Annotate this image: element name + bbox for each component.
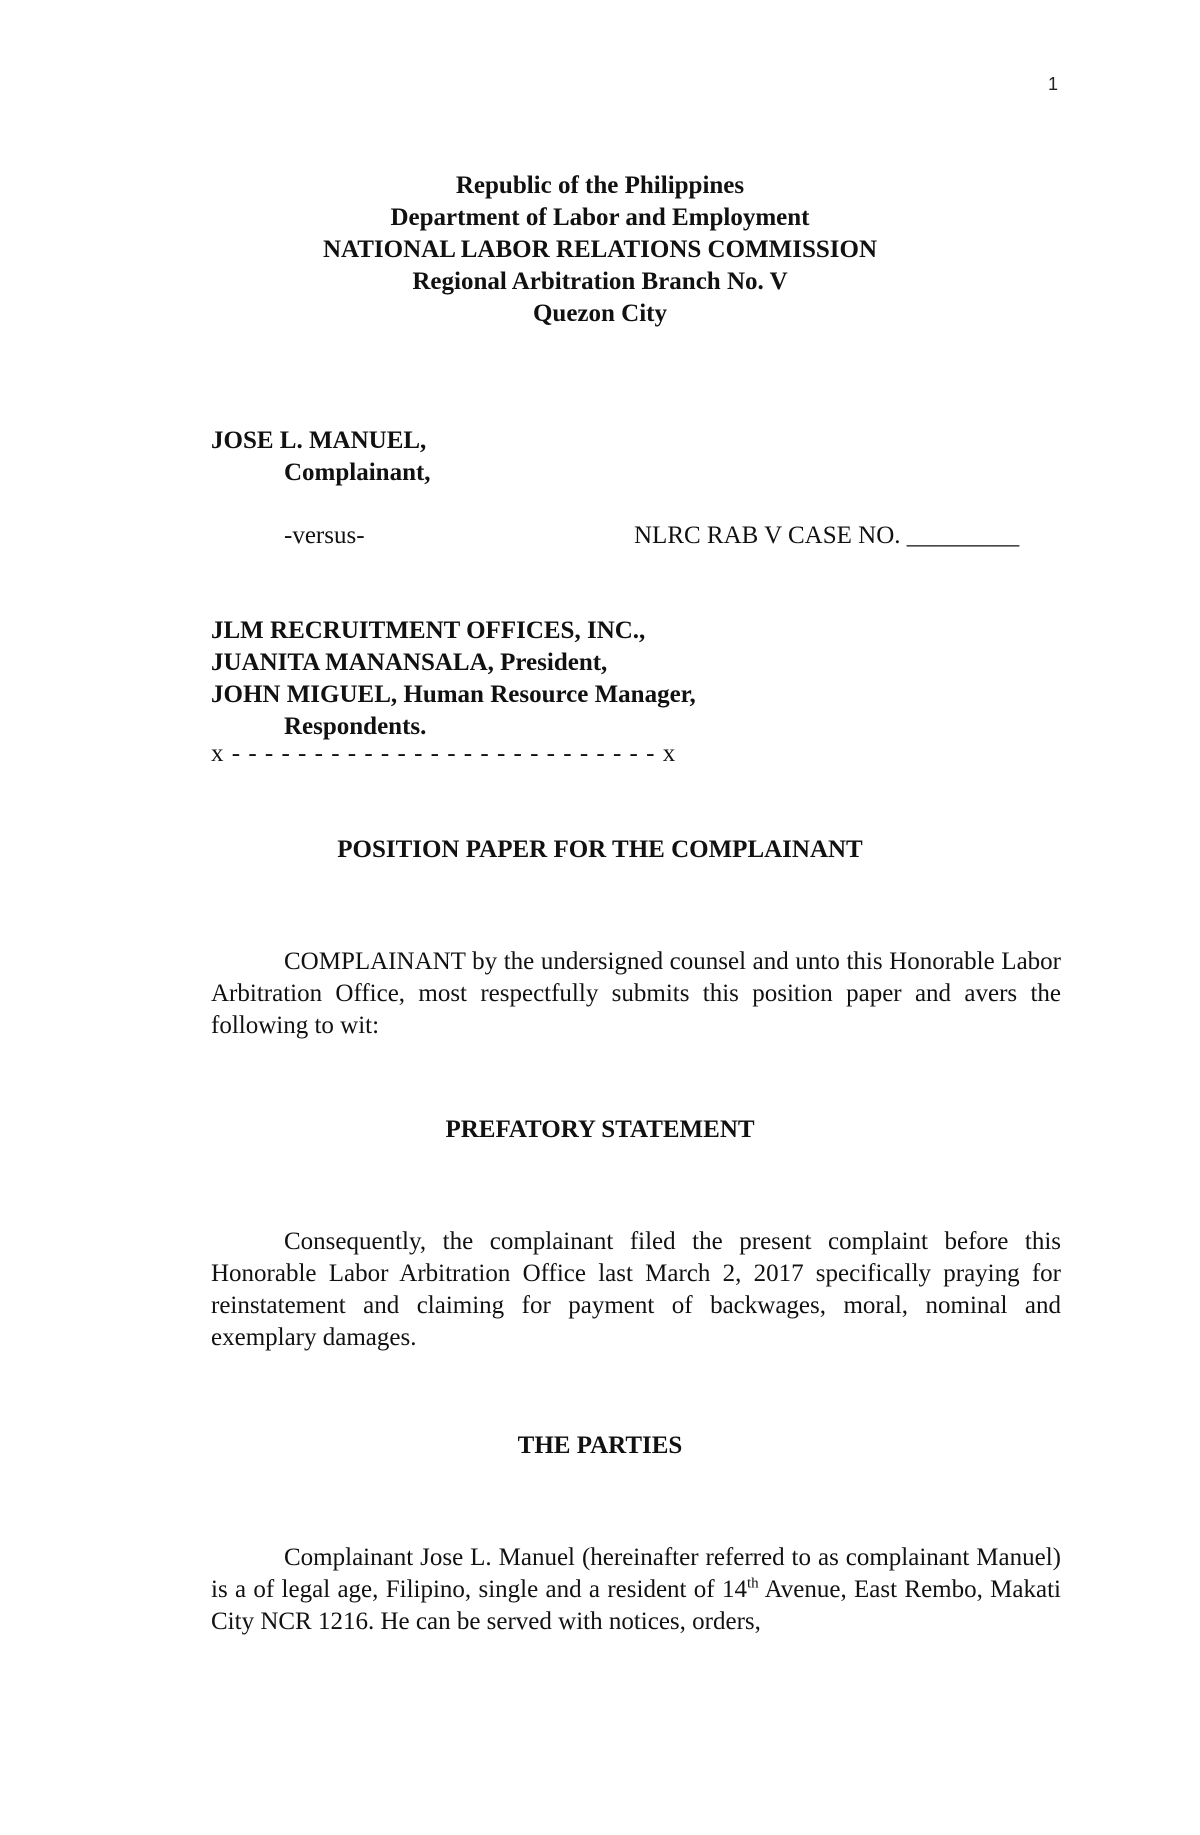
page-number: 1 (1047, 74, 1058, 94)
prefatory-statement-title: PREFATORY STATEMENT (445, 1116, 755, 1143)
ordinal-suffix: th (746, 1575, 759, 1592)
caption-separator: x - - - - - - - - - - - - - - - - - - - - - - - - - - x (211, 740, 677, 767)
case-number: NLRC RAB V CASE NO. _________ (634, 522, 1020, 549)
respondents-role: Respondents. (284, 713, 427, 740)
intro-paragraph: COMPLAINANT by the undersigned counsel and unto this Honorable Labor Arbitration Office, most respectfully submits this position paper and avers the following to wit: (211, 948, 1061, 1039)
prefatory-paragraph: Consequently, the complainant filed the present complaint before this Honorable Labor Arbitration Office last March 2, 2017 specifically praying for reinstatement and claiming for payment of backwages, moral, nominal and exemplary damages. (211, 1228, 1061, 1351)
complainant-name: JOSE L. MANUEL, (211, 427, 427, 454)
respondent-president: JUANITA MANANSALA, President, (211, 649, 608, 676)
header-branch: Regional Arbitration Branch No. V (412, 268, 788, 295)
header-department: Department of Labor and Employment (390, 204, 810, 231)
complainant-role: Complainant, (284, 459, 431, 486)
the-parties-title: THE PARTIES (517, 1432, 683, 1459)
parties-text-end: Avenue, East Rembo, Makati City NCR 1216. He can be served with notices, orders, (211, 1576, 1061, 1635)
header-city: Quezon City (532, 300, 668, 327)
position-paper-title: POSITION PAPER FOR THE COMPLAINANT (337, 836, 863, 863)
respondents-caption (211, 615, 1061, 743)
respondent-company: JLM RECRUITMENT OFFICES, INC., (211, 617, 646, 644)
complainant-caption (211, 425, 1061, 489)
parties-paragraph (211, 1542, 1061, 1638)
parties-text-start: Complainant Jose L. Manuel (hereinafter referred to as complainant Manuel) is a of legal age, Filipino, single and a resident of 14 (211, 1544, 1061, 1603)
document-header (0, 170, 1200, 330)
versus-row (284, 520, 1064, 552)
header-commission: NATIONAL LABOR RELATIONS COMMISSION (322, 236, 878, 263)
versus-label: -versus- (284, 522, 365, 549)
header-republic: Republic of the Philippines (455, 172, 745, 199)
respondent-hr-manager: JOHN MIGUEL, Human Resource Manager, (211, 681, 696, 708)
